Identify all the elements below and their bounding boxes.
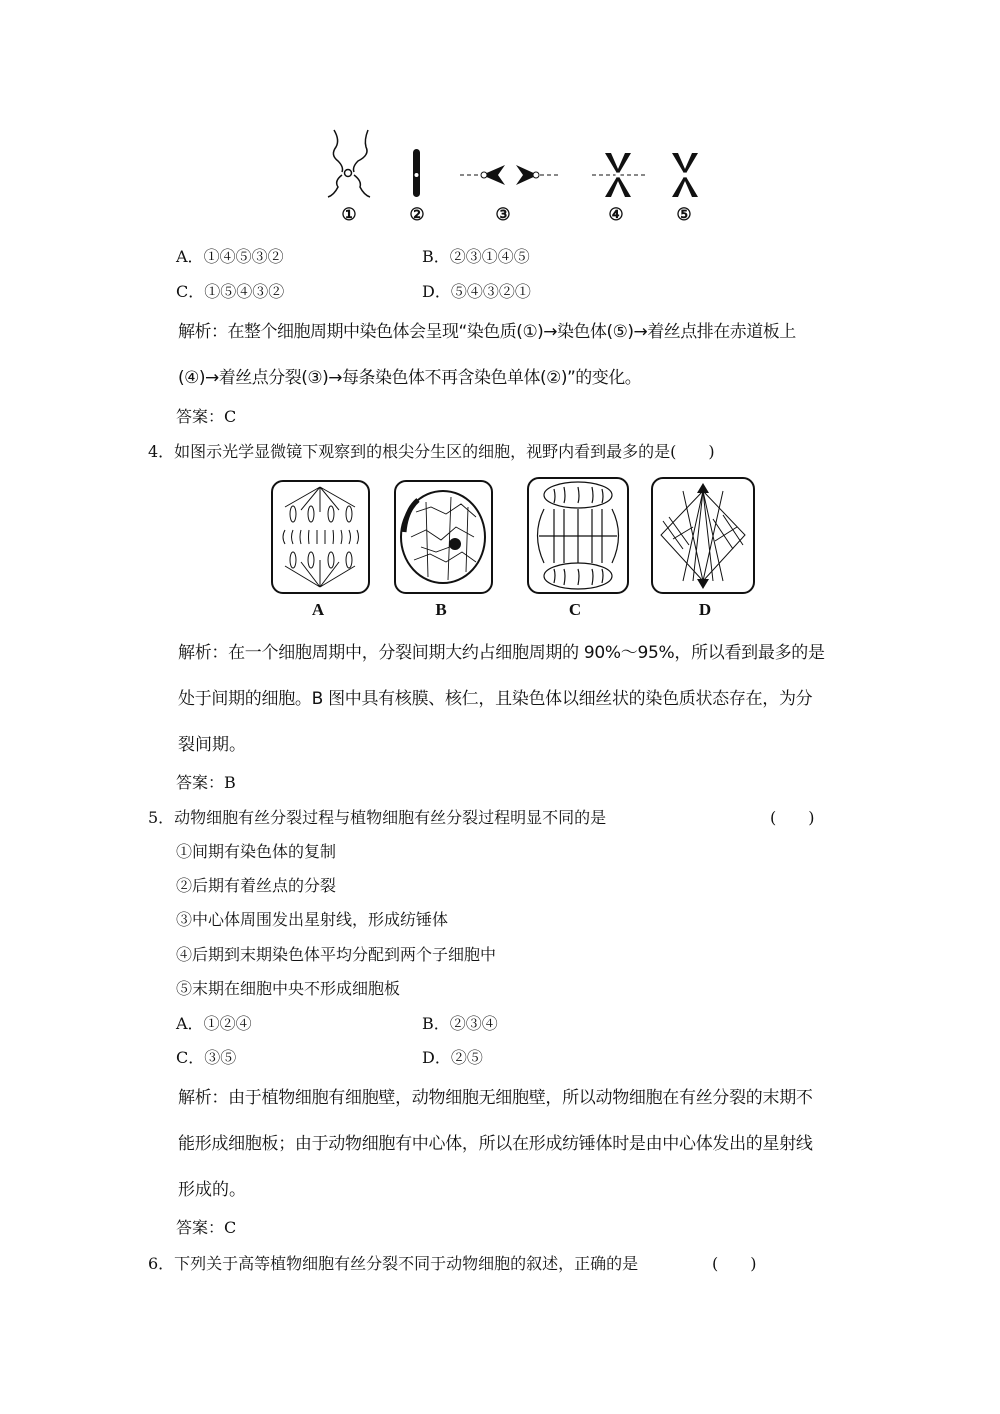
option-value: ①⑤④③② [204, 282, 285, 301]
option-key: B． [422, 247, 450, 266]
q3-analysis-line2: (④)→着丝点分裂(③)→每条染色体不再含染色单体(②)”的变化。 [178, 368, 642, 388]
q6-stem: 6．下列关于高等植物细胞有丝分裂不同于动物细胞的叙述，正确的是 [148, 1254, 639, 1273]
chromatin-drawing [328, 130, 370, 197]
cell-label-b: B [435, 600, 447, 619]
q5-option-c [176, 1045, 236, 1068]
q5-answer: 答案：C [176, 1218, 237, 1237]
q4-analysis-line3: 裂间期。 [178, 735, 246, 755]
cell-figure-a [271, 480, 370, 594]
q4-analysis-line1: 解析：在一个细胞周期中，分裂间期大约占细胞周期的 90%～95%，所以看到最多的是 [178, 643, 825, 663]
option-value: ③⑤ [204, 1048, 237, 1067]
cell-label-c: C [568, 600, 582, 619]
q3-option-d [422, 279, 531, 302]
q3-analysis-line1: 解析：在整个细胞周期中染色体会呈现“染色质(①)→染色体(⑤)→着丝点排在赤道板上 [178, 322, 796, 342]
q3-option-a [176, 244, 284, 267]
q4-answer: 答案：B [176, 773, 236, 792]
option-key: D． [422, 282, 451, 301]
telophase-cell-icon [529, 479, 627, 592]
q3-answer: 答案：C [176, 407, 237, 426]
option-value: ①④⑤③② [203, 247, 284, 266]
cell-figure-b [394, 480, 493, 594]
chromosome-figure [320, 125, 710, 200]
q3-option-b [422, 244, 530, 267]
metaphase-drawing [592, 153, 646, 197]
option-key: C． [176, 282, 205, 301]
option-key: C． [176, 1048, 205, 1067]
q4-analysis-line2: 处于间期的细胞。B 图中具有核膜、核仁，且染色体以细丝状的染色质状态存在，为分 [178, 689, 813, 709]
q4-stem: 4．如图示光学显微镜下观察到的根尖分生区的细胞，视野内看到最多的是( ) [148, 442, 715, 461]
cell-figure-c [527, 477, 629, 594]
figure-label-5: ⑤ [676, 205, 692, 224]
q5-option-b [422, 1011, 498, 1034]
option-key: B． [422, 1014, 450, 1033]
interphase-cell-icon [396, 482, 491, 592]
q5-statement-4: ④后期到末期染色体平均分配到两个子细胞中 [176, 945, 497, 964]
option-value: ①②④ [203, 1014, 252, 1033]
q5-option-a [176, 1011, 252, 1034]
option-key: A． [176, 1014, 204, 1033]
figure-label-2: ② [409, 205, 425, 224]
q3-option-c [176, 279, 284, 302]
chromatid-drawing [413, 149, 420, 197]
figure-label-1: ① [341, 205, 357, 224]
q5-answer-bracket: ( ) [770, 808, 815, 827]
option-key: D． [422, 1048, 451, 1067]
option-value: ②⑤ [450, 1048, 483, 1067]
cell-label-a: A [311, 600, 325, 619]
metaphase-cell-icon [653, 479, 753, 592]
q5-statement-2: ②后期有着丝点的分裂 [176, 876, 337, 895]
q5-analysis-line1: 解析：由于植物细胞有细胞壁，动物细胞无细胞壁，所以动物细胞在有丝分裂的末期不 [178, 1088, 813, 1108]
option-value: ⑤④③②① [450, 282, 531, 301]
option-value: ②③①④⑤ [449, 247, 530, 266]
q5-option-d [422, 1045, 483, 1068]
q5-statement-3: ③中心体周围发出星射线，形成纺锤体 [176, 910, 449, 929]
q6-answer-bracket: ( ) [712, 1254, 757, 1273]
option-value: ②③④ [449, 1014, 498, 1033]
q5-analysis-line3: 形成的。 [178, 1180, 246, 1200]
q5-analysis-line2: 能形成细胞板；由于动物细胞有中心体，所以在形成纺锤体时是由中心体发出的星射线 [178, 1134, 813, 1154]
cell-label-d: D [698, 600, 712, 619]
figure-label-3: ③ [495, 205, 511, 224]
figure-label-4: ④ [608, 205, 624, 224]
cell-figure-d [651, 477, 755, 594]
q5-statement-5: ⑤末期在细胞中央不形成细胞板 [176, 979, 401, 998]
q5-stem: 5．动物细胞有丝分裂过程与植物细胞有丝分裂过程明显不同的是 [148, 808, 607, 827]
option-key: A． [176, 247, 204, 266]
anaphase-cell-icon [273, 482, 368, 592]
chromosome-drawing [672, 153, 698, 197]
anaphase-drawing [460, 165, 560, 185]
q5-statement-1: ①间期有染色体的复制 [176, 842, 337, 861]
